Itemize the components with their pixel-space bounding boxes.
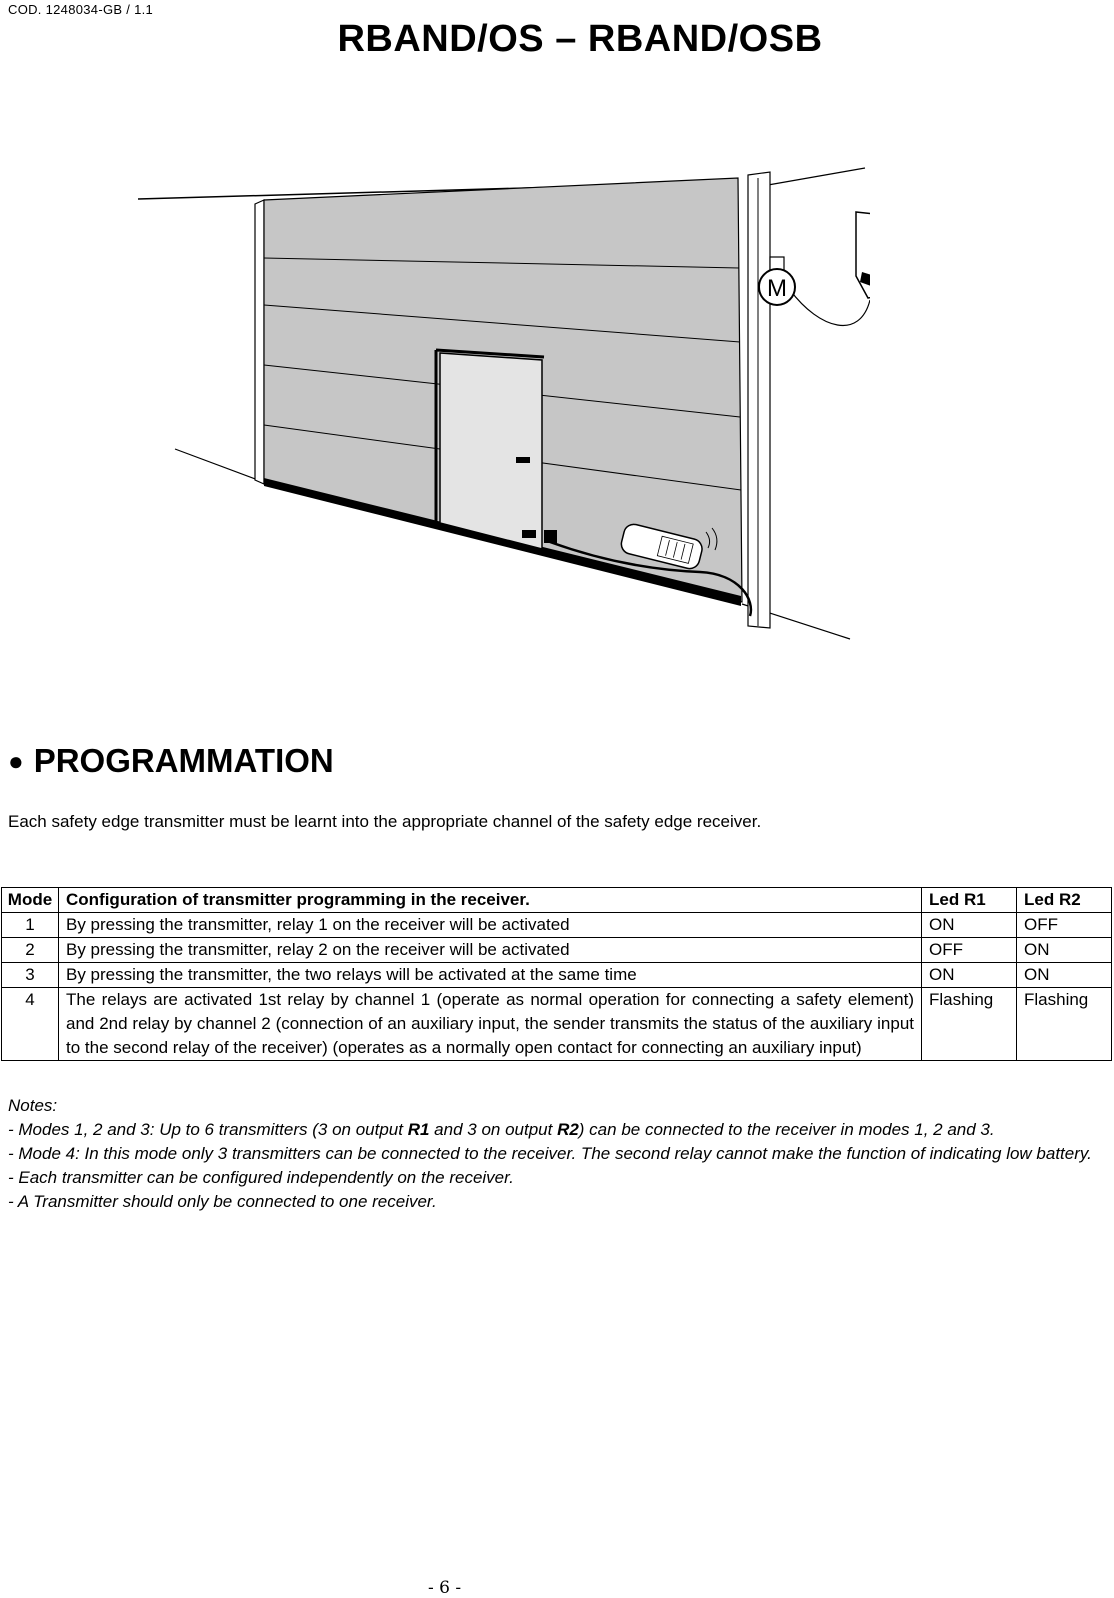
cell-mode: 2: [2, 938, 59, 963]
header-led-r1: Led R1: [922, 888, 1017, 913]
notes-block: [8, 1094, 1112, 1214]
left-frame-post: [255, 200, 264, 484]
table-row: [2, 963, 1112, 988]
table-row: [2, 913, 1112, 938]
document-title: RBAND/OS – RBAND/OSB: [337, 18, 823, 60]
floor-line: [175, 449, 258, 480]
motor-label: M: [767, 275, 787, 302]
cell-led-r2: Flashing: [1017, 988, 1112, 1061]
intro-text: Each safety edge transmitter must be learnt into the appropriate channel of the safety edge receiver.: [8, 812, 762, 831]
door-sensor: [522, 530, 536, 538]
cell-led-r2: OFF: [1017, 913, 1112, 938]
programming-modes-table: [1, 887, 1112, 1061]
table-header-row: [2, 888, 1112, 913]
cell-led-r1: ON: [922, 913, 1017, 938]
table-row: [2, 938, 1112, 963]
notes-heading: Notes:: [8, 1096, 58, 1115]
section-heading: [8, 742, 334, 780]
note-item: - Each transmitter can be configured independently on the receiver.: [8, 1168, 514, 1187]
note-item: - Modes 1, 2 and 3: Up to 6 transmitters (3 on output R1 and 3 on output R2) can be connected to the receiver in modes 1, 2 and 3.: [8, 1120, 995, 1139]
table-row: [2, 988, 1112, 1061]
header-led-r2: Led R2: [1017, 888, 1112, 913]
note-item: - A Transmitter should only be connected to one receiver.: [8, 1192, 437, 1211]
receiver-box: [856, 212, 870, 298]
cell-led-r2: ON: [1017, 938, 1112, 963]
cell-mode: 1: [2, 913, 59, 938]
cell-led-r1: Flashing: [922, 988, 1017, 1061]
cell-mode: 3: [2, 963, 59, 988]
cell-mode: 4: [2, 988, 59, 1061]
header-configuration: Configuration of transmitter programming in the receiver.: [59, 888, 922, 913]
ceiling-line-right: [768, 168, 865, 185]
right-frame-post: [748, 172, 770, 628]
cell-config: By pressing the transmitter, the two relays will be activated at the same time: [59, 963, 922, 988]
cell-led-r2: ON: [1017, 963, 1112, 988]
note-item: - Mode 4: In this mode only 3 transmitters can be connected to the receiver. The second relay cannot make the function of indicating low battery.: [8, 1144, 1092, 1163]
header-mode: Mode: [2, 888, 59, 913]
page-number: - 6 -: [428, 1578, 462, 1598]
cell-config: By pressing the transmitter, relay 1 on the receiver will be activated: [59, 913, 922, 938]
cell-led-r1: ON: [922, 963, 1017, 988]
cell-led-r1: OFF: [922, 938, 1017, 963]
wicket-door: [440, 353, 542, 549]
cell-config: By pressing the transmitter, relay 2 on the receiver will be activated: [59, 938, 922, 963]
section-title: PROGRAMMATION: [33, 742, 334, 779]
garage-door-illustration: [130, 165, 870, 655]
document-code: COD. 1248034-GB / 1.1: [8, 2, 154, 17]
cell-config: The relays are activated 1st relay by channel 1 (operate as normal operation for connecting a safety element) and 2nd relay by channel 2 (connection of an auxiliary input, the sender transmits the status of the auxiliary input to the second relay of the receiver) (operates as a normally open contact for connecting an auxiliary input): [59, 988, 922, 1061]
bullet-icon: ●: [8, 745, 24, 776]
door-handle: [516, 457, 530, 463]
motor-cable: [790, 290, 870, 325]
